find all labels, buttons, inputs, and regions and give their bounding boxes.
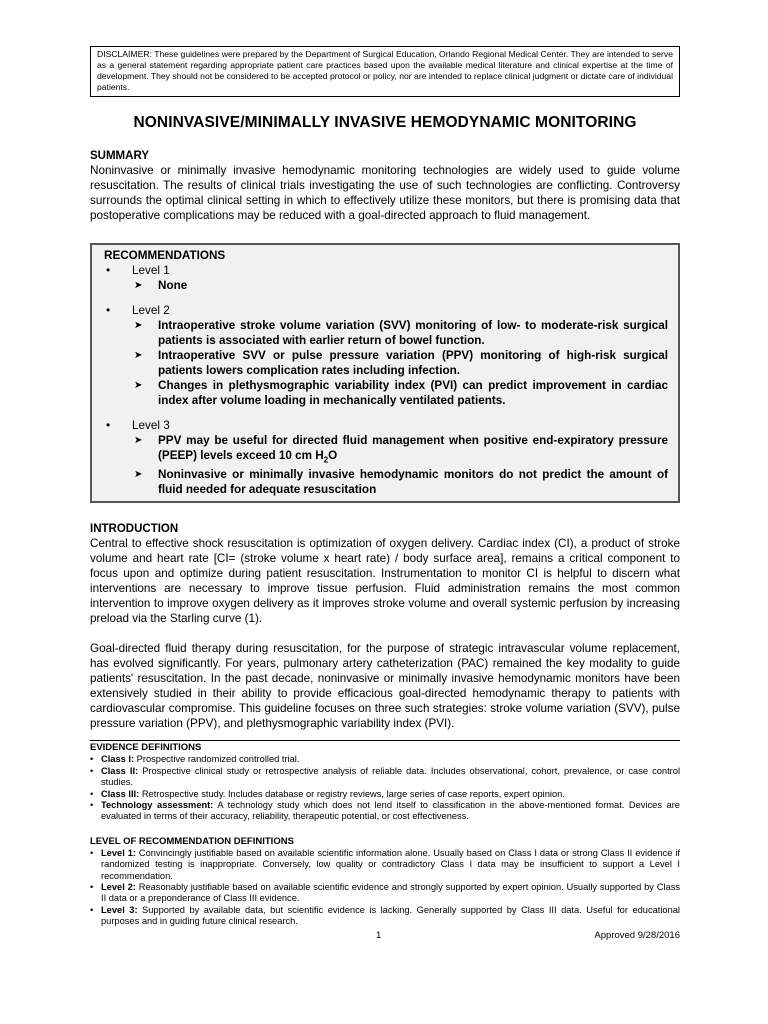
level-2-item-text: Intraoperative SVV or pulse pressure variation (PPV) monitoring of high-risk surgical patients lowers complication rates including infection. (158, 349, 668, 377)
arrow-bullet-icon: ➤ (134, 350, 143, 361)
document-title: NONINVASIVE/MINIMALLY INVASIVE HEMODYNAMIC MONITORING (133, 114, 637, 131)
level-2-item (132, 348, 668, 378)
introduction-paragraph-2: Goal-directed fluid therapy during resuscitation, for the purpose of strategic intravascular volume replacement, has evolved significantly. For years, pulmonary artery catheterization (PAC) remained the key modality to guide patients' resuscitation. In the past decade, noninvasive or minimally invasive hemodynamic monitors have been extensively studied in their ability to provide efficacious goal-directed hemodynamic therapy to patients with cardiovascular compromise. This guideline focuses on three such strategies: stroke volume variation (SVV), pulse pressure variation (PPV), and plethysmographic variability index (PVI). (90, 642, 680, 731)
level-2-item (132, 378, 668, 408)
arrow-bullet-icon: ➤ (134, 469, 143, 481)
arrow-bullet-icon: ➤ (134, 435, 143, 446)
bullet-icon: • (106, 304, 111, 317)
summary-heading: SUMMARY (90, 150, 149, 162)
level-1-item (132, 278, 668, 293)
divider (90, 740, 680, 741)
level-2-item (132, 318, 668, 348)
level-3-item (132, 433, 668, 467)
bullet-icon: • (90, 847, 94, 858)
introduction-heading: INTRODUCTION (90, 523, 179, 536)
level-1-item-text: None (158, 279, 188, 292)
evidence-definitions-heading: EVIDENCE DEFINITIONS (90, 742, 202, 754)
page-footer (90, 930, 680, 941)
level-3-item (132, 467, 668, 497)
recommendations-box (90, 243, 680, 503)
document-page (90, 46, 680, 941)
level-definitions-heading: LEVEL OF RECOMMENDATION DEFINITIONS (90, 835, 294, 847)
bullet-icon: • (90, 799, 94, 810)
page-number: 1 (376, 929, 382, 941)
level-2-item-text: Intraoperative stroke volume variation (SVV) monitoring of low- to moderate-risk surgical patients is associated with earlier return of bowel function. (158, 319, 668, 347)
introduction-paragraph-1: Central to effective shock resuscitation is optimization of oxygen delivery. Cardiac index (CI), a product of stroke volume and heart rate [CI= (stroke volume x heart rate) / body surface area], remains a critical component to focus upon and optimize during patient resuscitation. Instrumentation to monitor CI is helpful to discern what interventions are necessary to improve tissue perfusion. Fluid administration remains the most common intervention to improve oxygen delivery as it improves stroke volume and overall systemic perfusion by increasing preload via the Starling curve (1). (90, 537, 680, 626)
disclaimer-box: DISCLAIMER: These guidelines were prepared by the Department of Surgical Education, Orlando Regional Medical Center. They are intended to serve as a general statement regarding appropriate patient care practices based upon the available medical literature and clinical expertise at the time of development. They should not be considered to be accepted protocol or policy, nor are intended to replace clinical judgment or dictate care of individual patients. (90, 46, 680, 97)
list-item: • Class III: Retrospective study. Includes database or registry reviews, large series of case reports, expert opinion. (90, 788, 565, 799)
level-3-label: Level 3 (132, 419, 170, 432)
level-definitions-list (90, 848, 680, 928)
recommendation-level-1 (104, 263, 668, 293)
bullet-icon: • (90, 881, 94, 892)
bullet-icon: • (90, 788, 94, 799)
level-3-item-text: Noninvasive or minimally invasive hemodynamic monitors do not predict the amount of fluid needed for adequate resuscitation (158, 468, 668, 497)
recommendations-heading: RECOMMENDATIONS (104, 249, 226, 262)
approval-date: Approved 9/28/2016 (594, 929, 680, 941)
list-item: • Level 1: Convincingly justifiable based on available scientific information alone. Usually based on Class I data or strong Class II evidence if randomized testing is inappropriate. Conversely, low quality or contradictory Class I data may be insufficient to support a Level I recommendation. (90, 847, 680, 881)
bullet-icon: • (90, 904, 94, 915)
arrow-bullet-icon: ➤ (134, 320, 143, 331)
evidence-definitions-list (90, 754, 680, 822)
level-2-label: Level 2 (132, 304, 170, 317)
arrow-bullet-icon: ➤ (134, 280, 143, 291)
bullet-icon: • (106, 419, 111, 432)
level-3-item-text: PPV may be useful for directed fluid management when positive end-expiratory pressure (PEEP) levels exceed 10 cm $H_2O$ (158, 434, 668, 465)
arrow-bullet-icon: ➤ (134, 380, 143, 391)
level-1-label: Level 1 (132, 264, 170, 277)
bullet-icon: • (90, 765, 94, 776)
bullet-icon: • (90, 754, 94, 765)
summary-text: Noninvasive or minimally invasive hemodynamic monitoring technologies are widely used to guide volume resuscitation. The results of clinical trials investigating the use of such technologies are conflicting. Controversy surrounds the optimal clinical setting in which to effectively utilize these monitors, but there is promising data that postoperative complications may be reduced with a goal-directed approach to fluid management. (90, 164, 680, 222)
bullet-icon: • (106, 264, 111, 277)
list-item: • Technology assessment: A technology study which does not lend itself to classification in the above-mentioned format. Devices are evaluated in terms of their accuracy, reliability, therapeutic potential, or cost effectiveness. (90, 799, 680, 822)
recommendation-level-3 (104, 418, 668, 497)
level-2-item-text: Changes in plethysmographic variability index (PVI) can predict improvement in cardiac index after volume loading in mechanically ventilated patients. (158, 379, 668, 407)
list-item: • Class II: Prospective clinical study or retrospective analysis of reliable data. Includes observational, cohort, prevalence, or case control studies. (90, 765, 681, 788)
list-item: • Class I: Prospective randomized controlled trial. (90, 754, 300, 765)
list-item: • Level 2: Reasonably justifiable based on available scientific evidence and strongly supported by expert opinion. Usually supported by Class II data or a preponderance of Class III evidence. (90, 881, 681, 904)
list-item: • Level 3: Supported by available data, but scientific evidence is lacking. Generally supported by Class III data. Useful for educational purposes and in guiding future clinical research. (90, 904, 680, 927)
recommendation-level-2 (104, 303, 668, 408)
